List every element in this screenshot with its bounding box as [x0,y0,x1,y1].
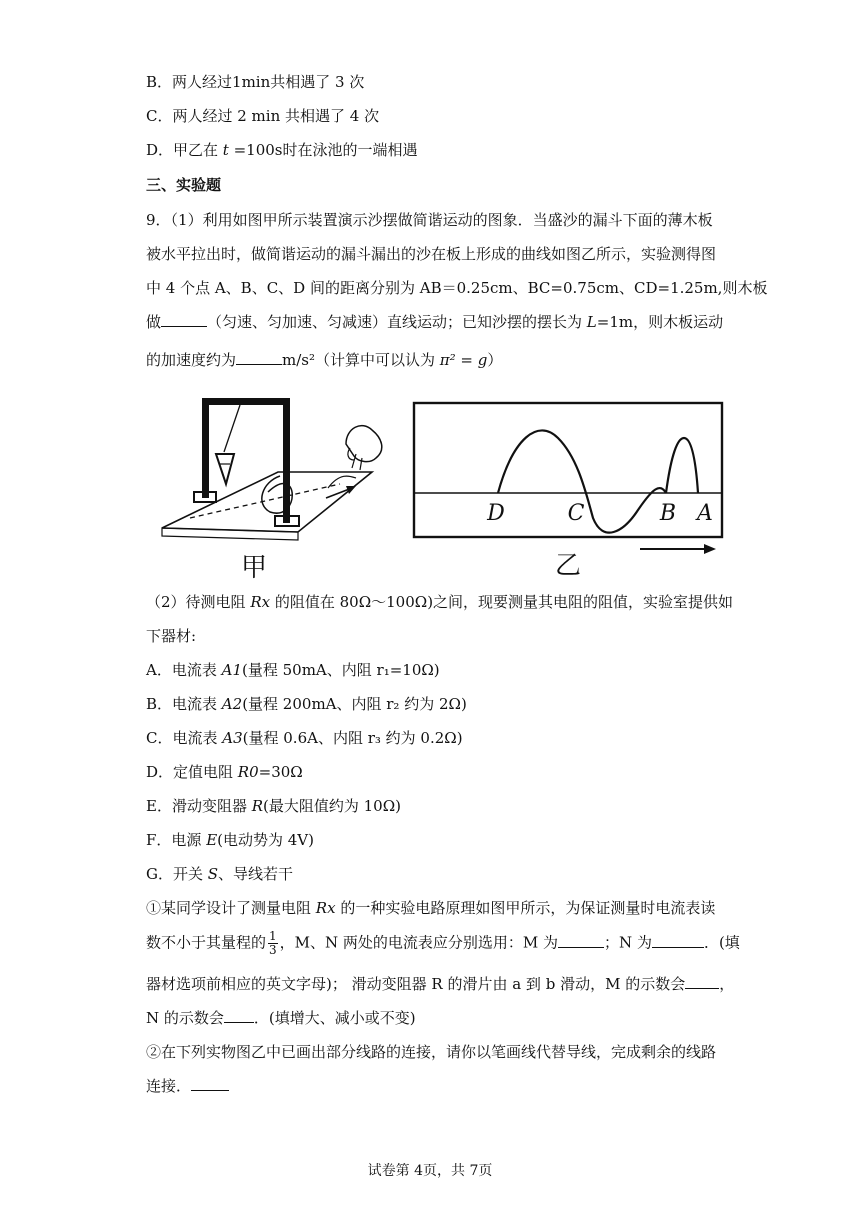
q9-p1-line4-b: （匀速、匀加速、匀减速）直线运动；已知沙摆的摆长为 [207,313,587,331]
option-b: B．两人经过1min共相遇了 3 次 [146,73,365,91]
q9-p1-line1: 9．（1）利用如图甲所示装置演示沙摆做简谐运动的图象．当盛沙的漏斗下面的薄木板 [146,211,713,229]
answer-blank-m[interactable] [558,933,604,948]
q9-p1-line5-c: ） [487,351,503,369]
equipment-item-d: D．定值电阻 R0=30Ω [146,763,303,781]
q9-p1-line5 [146,350,502,370]
equipment-item-e: E．滑动变阻器 R(最大阻值约为 10Ω) [146,797,402,815]
option-d-suffix: =100s时在泳池的一端相遇 [228,141,418,159]
q9-p1-line5-b: m/s²（计算中可以认为 [282,351,440,369]
q9-p2-line2: 下器材: [146,627,197,645]
point-label-b: B [659,501,677,526]
equipment-item-c: C．电流表 A3(量程 0.6A、内阻 r₃ 约为 0.2Ω) [146,729,463,747]
option-d [146,140,418,160]
q9-p2-line1-a: （2）待测电阻 [146,593,251,611]
equipment-item-b: B．电流表 A2(量程 200mA、内阻 r₂ 约为 2Ω) [146,695,467,713]
point-label-d: D [487,501,505,526]
option-d-prefix: D．甲乙在 [146,141,223,159]
q9-p1-line3: 中 4 个点 A、B、C、D 间的距离分别为 AB＝0.25cm、BC=0.75cm、CD=1.25m,则木板 [146,279,768,297]
point-label-a: A [697,501,713,526]
q9-p2-line1-b: 的阻值在 80Ω～100Ω)之间，现要测量其电阻的阻值，实验室提供如 [270,593,734,611]
q9-var-L: L [586,313,597,331]
q9-pi-formula: π² = g [439,351,488,369]
point-label-c: C [567,501,585,526]
q9-s1-line4: N 的示数会 ．(填增大、减小或不变) [146,1009,416,1027]
fraction-one-third: $\frac{1}{3}$ [269,929,277,957]
q9-s1-line1: ①某同学设计了测量电阻 Rx 的一种实验电路原理如图甲所示，为保证测量时电流表读 [146,899,716,917]
section-title: 三、实验题 [146,176,222,194]
answer-blank-m-change[interactable] [685,974,719,989]
figure-jia-apparatus [150,392,390,582]
figure-jia-label: 甲 [240,553,268,582]
figure-yi-trace [408,398,728,580]
page-footer: 试卷第 4页，共 7页 [367,1163,493,1179]
q9-p1-line4-c: =1m，则木板运动 [596,313,724,331]
answer-blank-wiring[interactable] [191,1076,229,1091]
answer-blank-motion[interactable] [161,312,207,327]
equipment-item-a: A．电流表 A1(量程 50mA、内阻 r₁=10Ω) [146,661,440,679]
q9-p1-line2: 被水平拉出时，做简谐运动的漏斗漏出的沙在板上形成的曲线如图乙所示，实验测得图 [146,245,717,263]
answer-blank-n[interactable] [652,933,704,948]
answer-blank-n-change[interactable] [224,1008,254,1023]
q9-p1-line5-a: 的加速度约为 [146,351,237,369]
option-d-var: t [222,141,229,159]
equipment-item-f: F．电源 E(电动势为 4V) [146,831,314,849]
answer-blank-acceleration[interactable] [236,350,282,365]
q9-s2-line1: ②在下列实物图乙中已画出部分线路的连接，请你以笔画线代替导线，完成剩余的线路 [146,1043,717,1061]
q9-s2-line2: 连接． [146,1076,229,1096]
q9-var-rx: Rx [250,593,271,611]
q9-p1-line4 [146,312,723,332]
q9-p1-line4-a: 做 [146,313,162,331]
q9-s1-line2: 数不小于其量程的 $\frac{1}{3}$ ，M、N 两处的电流表应分别选用：M 为 ；N 为 ．(填 [146,929,740,957]
equipment-item-g: G．开关 S、导线若干 [146,865,294,883]
option-c: C．两人经过 2 min 共相遇了 4 次 [146,107,380,125]
q9-s1-line3: 器材选项前相应的英文字母)； 滑动变阻器 R 的滑片由 a 到 b 滑动，M 的示数会 ， [146,975,735,993]
figure-yi-label: 乙 [554,551,582,580]
q9-p2-line1 [146,592,733,612]
